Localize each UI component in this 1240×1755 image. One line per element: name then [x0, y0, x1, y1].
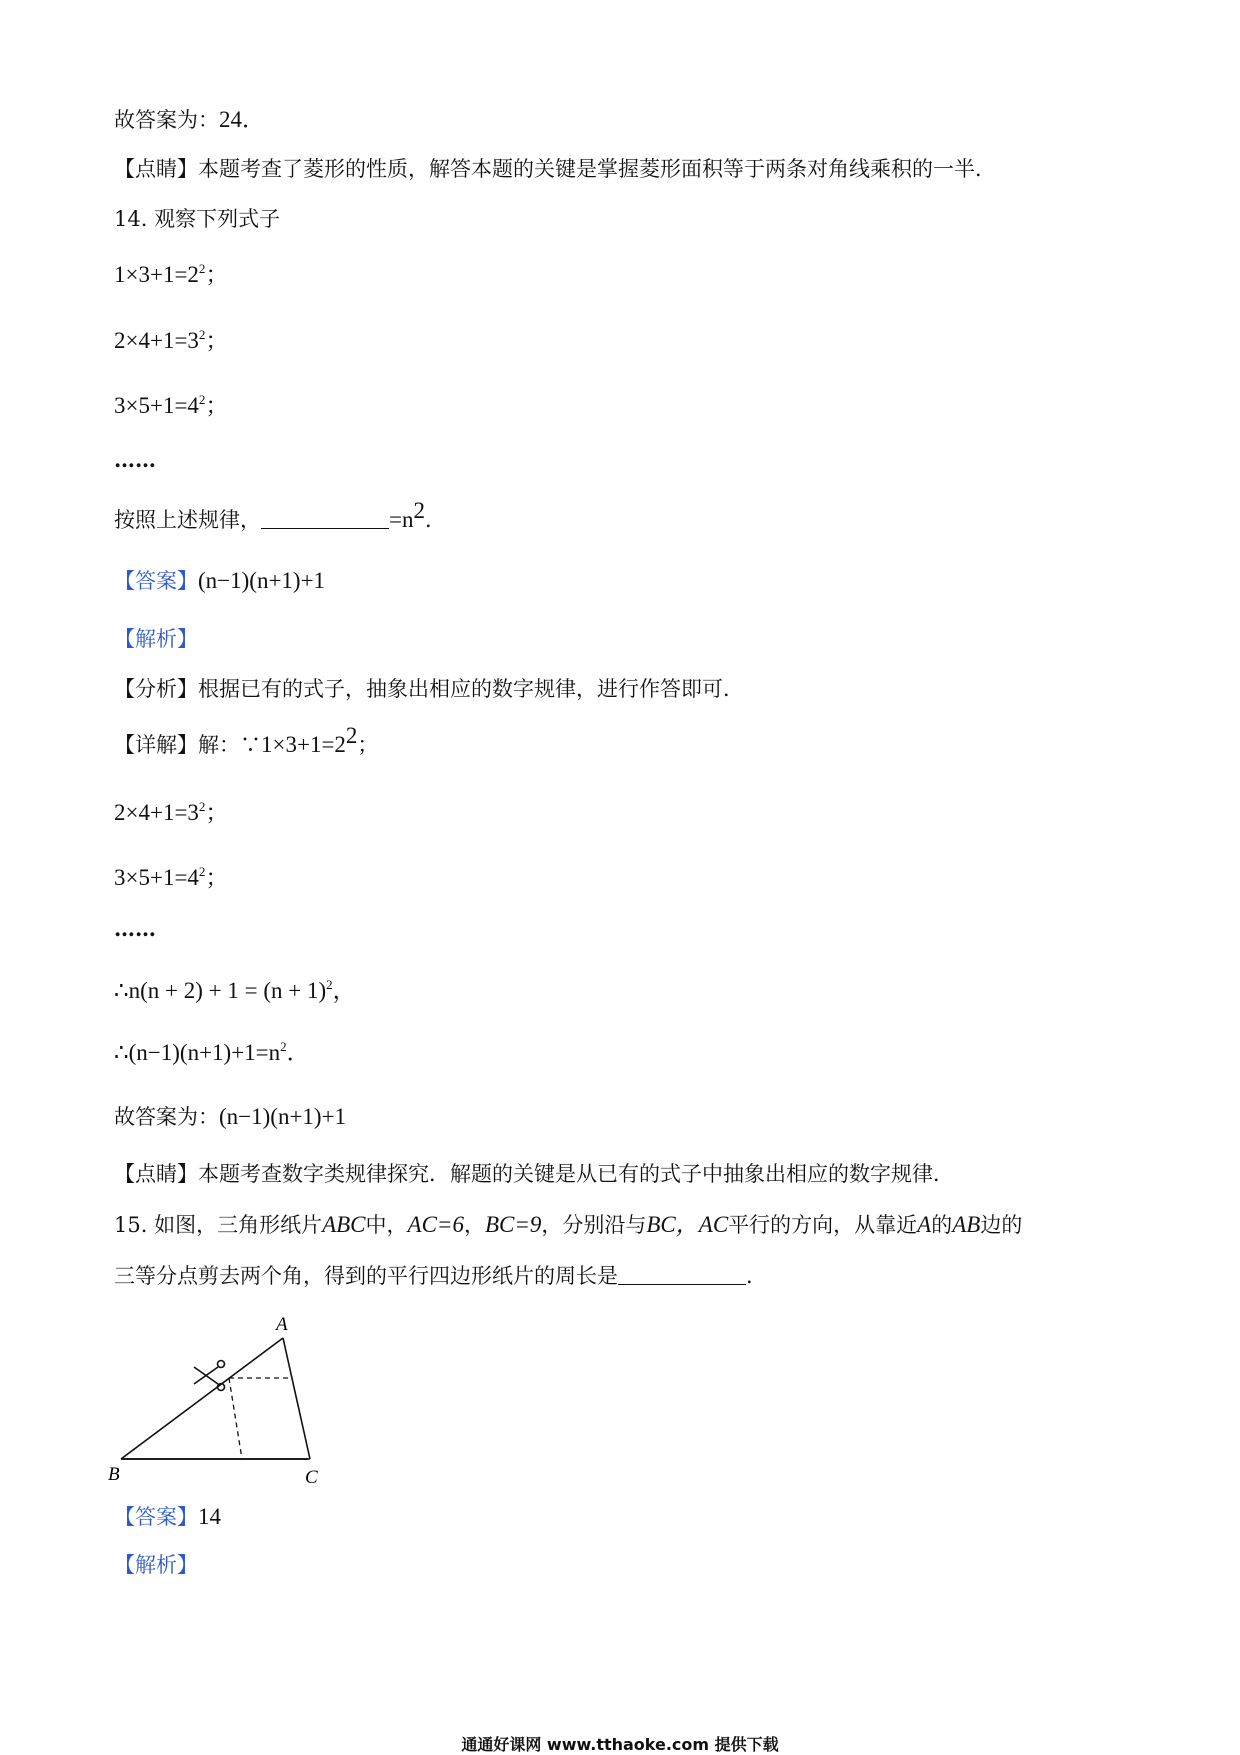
answer-formula: (n−1)(n+1)+1 [198, 568, 326, 593]
exponent: 2 [280, 1039, 287, 1054]
text: 三等分点剪去两个角，得到的平行四边形纸片的周长是 [114, 1264, 618, 1288]
answer-tag: 【答案】 [114, 1505, 198, 1529]
q14-fenxi-line [114, 675, 744, 703]
exponent: 2 [345, 723, 358, 748]
q14-detail-eq3 [114, 864, 228, 892]
exponent: 2 [198, 261, 206, 276]
answer-blank [618, 1264, 746, 1285]
math-a: A [917, 1212, 932, 1237]
answer-prefix: 故答案为： [114, 108, 219, 132]
side-ac [283, 1338, 310, 1459]
rule-prefix: 按照上述规律， [114, 508, 261, 532]
q14-answer-line [114, 567, 325, 595]
q14-eq1 [114, 261, 228, 289]
punct: ； [205, 262, 229, 287]
exponent: 2 [198, 392, 206, 407]
math-ac: AC=6 [407, 1212, 464, 1237]
q14-detail-line [114, 723, 379, 759]
exponent: 2 [198, 327, 206, 342]
equation: 2×4+1=3 [114, 328, 199, 353]
exponent: 2 [198, 864, 206, 879]
answer-value: 14 [198, 1504, 221, 1529]
equation: 1×3+1=2 [261, 732, 346, 757]
text: 中， [365, 1213, 408, 1237]
label-c: C [305, 1467, 318, 1488]
ellipsis: …… [114, 447, 156, 472]
exponent: 2 [198, 799, 206, 814]
detail-tag: 【详解】 [114, 733, 198, 757]
q14-derive1 [114, 977, 356, 1005]
text: ，分别沿与 [541, 1213, 647, 1237]
comment-text: 本题考查数字类规律探究．解题的关键是从已有的式子中抽象出相应的数字规律． [198, 1162, 954, 1186]
text: 边的 [980, 1213, 1023, 1237]
comment-tag: 【点睛】 [114, 1162, 198, 1186]
fenxi-text: 根据已有的式子，抽象出相应的数字规律，进行作答即可． [198, 677, 744, 701]
comment-tag: 【点睛】 [114, 157, 198, 181]
derivation: ∴(n−1)(n+1)+1=n [114, 1040, 281, 1065]
math-ab: AB [952, 1212, 981, 1237]
answer-tag: 【答案】 [114, 569, 198, 593]
q14-detail-eq2 [114, 799, 228, 827]
q14-derive2 [114, 1039, 310, 1067]
q14-comment-line [114, 1160, 954, 1188]
exponent: 2 [413, 498, 425, 523]
ellipsis: …… [114, 916, 156, 941]
equation: 3×5+1=4 [114, 393, 199, 418]
page-footer: 通通好课网 www.tthaoke.com 提供下载 [461, 1735, 779, 1754]
q15-answer-line [114, 1503, 221, 1531]
math-abc: ABC [322, 1212, 366, 1237]
label-b: B [108, 1464, 120, 1485]
cut-line-parallel-ac [229, 1378, 242, 1459]
equation: 2×4+1=3 [114, 800, 199, 825]
label-a: A [276, 1314, 288, 1335]
final-prefix: 故答案为： [114, 1105, 219, 1129]
q14-eq2 [114, 327, 228, 355]
comment-text: 本题考查了菱形的性质，解答本题的关键是掌握菱形面积等于两条对角线乘积的一半． [198, 157, 996, 181]
side-ba [121, 1338, 283, 1459]
punct: ． [286, 1040, 310, 1065]
derivation: ∴n(n + 2) + 1 = (n + 1) [114, 978, 327, 1003]
q14-ellipsis-2 [114, 915, 156, 943]
answer-value: 24． [219, 107, 265, 132]
exponent: 2 [326, 977, 333, 992]
q14-eq3 [114, 392, 228, 420]
text: 15. 如图，三角形纸片 [114, 1213, 323, 1237]
punct: ， [332, 978, 356, 1003]
q13-comment-line [114, 155, 996, 183]
q15-line1 [114, 1211, 1022, 1239]
q14-analysis-tag [114, 625, 198, 653]
punct: ； [205, 800, 229, 825]
q14-final-line [114, 1103, 346, 1131]
punct: ， [463, 1213, 485, 1237]
punct: ； [205, 865, 229, 890]
q13-answer-line [114, 106, 265, 134]
detail-prefix: 解：∵ [198, 733, 261, 757]
triangle-figure [108, 1304, 368, 1494]
q14-ellipsis-1 [114, 446, 156, 474]
punct: ． [424, 508, 446, 532]
answer-blank [261, 508, 389, 529]
question-stem: 14. 观察下列式子 [114, 207, 281, 231]
q15-line2 [114, 1262, 767, 1290]
q14-stem [114, 205, 280, 233]
q15-analysis-tag [114, 1551, 198, 1579]
analysis-tag: 【解析】 [114, 1553, 198, 1577]
equation: 1×3+1=2 [114, 262, 199, 287]
analysis-tag: 【解析】 [114, 627, 198, 651]
punct: ； [357, 733, 379, 757]
fenxi-tag: 【分析】 [114, 677, 198, 701]
punct: ． [746, 1264, 767, 1288]
math-bc: BC=9 [484, 1212, 542, 1237]
text: 的 [931, 1213, 953, 1237]
q14-rule-line [114, 498, 446, 534]
text: 平行的方向，从靠近 [728, 1213, 918, 1237]
equation: 3×5+1=4 [114, 865, 199, 890]
punct: ； [205, 328, 229, 353]
punct: ； [205, 393, 229, 418]
math-bc-ac: BC，AC [646, 1212, 729, 1237]
rule-suffix: =n [389, 507, 414, 532]
final-formula: (n−1)(n+1)+1 [219, 1104, 347, 1129]
